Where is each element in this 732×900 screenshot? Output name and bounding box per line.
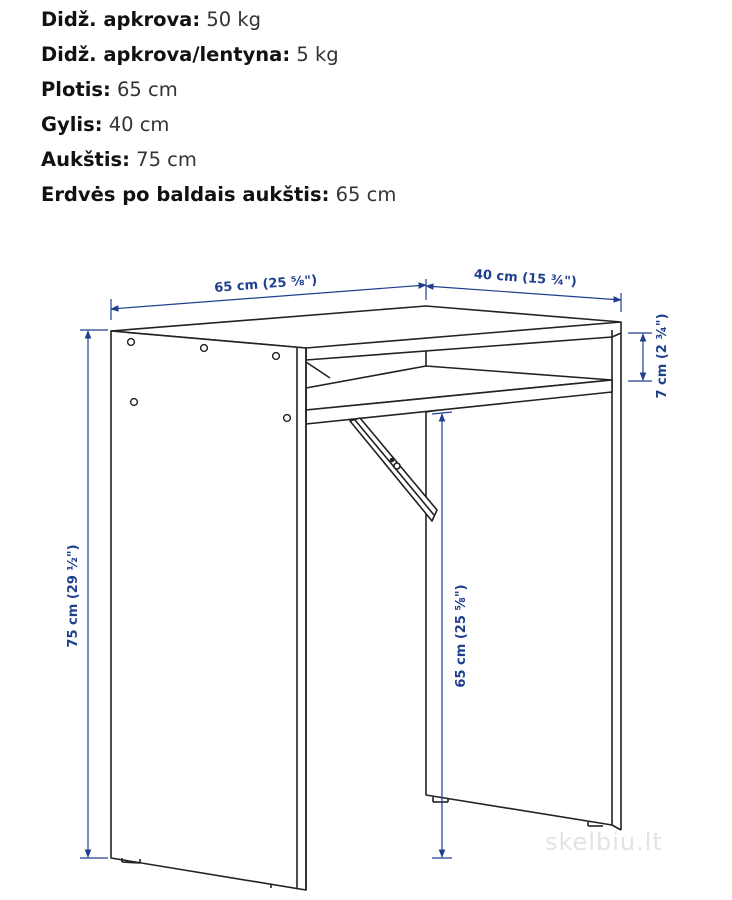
dimension-shelf-height-label: 7 cm (2 ¾") [655, 313, 670, 399]
spec-label: Didž. apkrova: [41, 8, 201, 31]
watermark: skelbiu.lt [545, 828, 663, 856]
spec-label: Plotis: [41, 78, 111, 101]
dimension-clearance-height-label: 65 cm (25 ⅝") [454, 584, 469, 688]
dimension-total-height-label: 75 cm (29 ½") [66, 544, 81, 648]
spec-label: Gylis: [41, 113, 103, 136]
dimension-shelf-height [628, 333, 652, 381]
screw-icon [284, 415, 291, 422]
spec-value: 50 kg [206, 8, 262, 31]
dimension-width-label: 65 cm (25 ⅝") [213, 273, 318, 296]
desk-outline [111, 306, 621, 890]
screw-icon [201, 345, 208, 352]
left-side-panel [111, 331, 306, 890]
spec-value: 65 cm [117, 78, 178, 101]
screw-icon [128, 339, 135, 346]
shelf-bracket [350, 418, 437, 521]
spec-value: 40 cm [108, 113, 170, 136]
dimension-depth-label: 40 cm (15 ¾") [473, 267, 578, 290]
spec-label: Didž. apkrova/lentyna: [41, 43, 291, 66]
screw-icon [273, 353, 280, 360]
spec-value: 5 kg [296, 43, 339, 66]
dimension-total-height [80, 330, 108, 858]
spec-label: Erdvės po baldais aukštis: [41, 183, 330, 206]
screw-icon [131, 399, 138, 406]
spec-value: 75 cm [136, 148, 197, 171]
spec-label: Aukštis: [41, 148, 130, 171]
spec-value: 65 cm [335, 183, 397, 206]
